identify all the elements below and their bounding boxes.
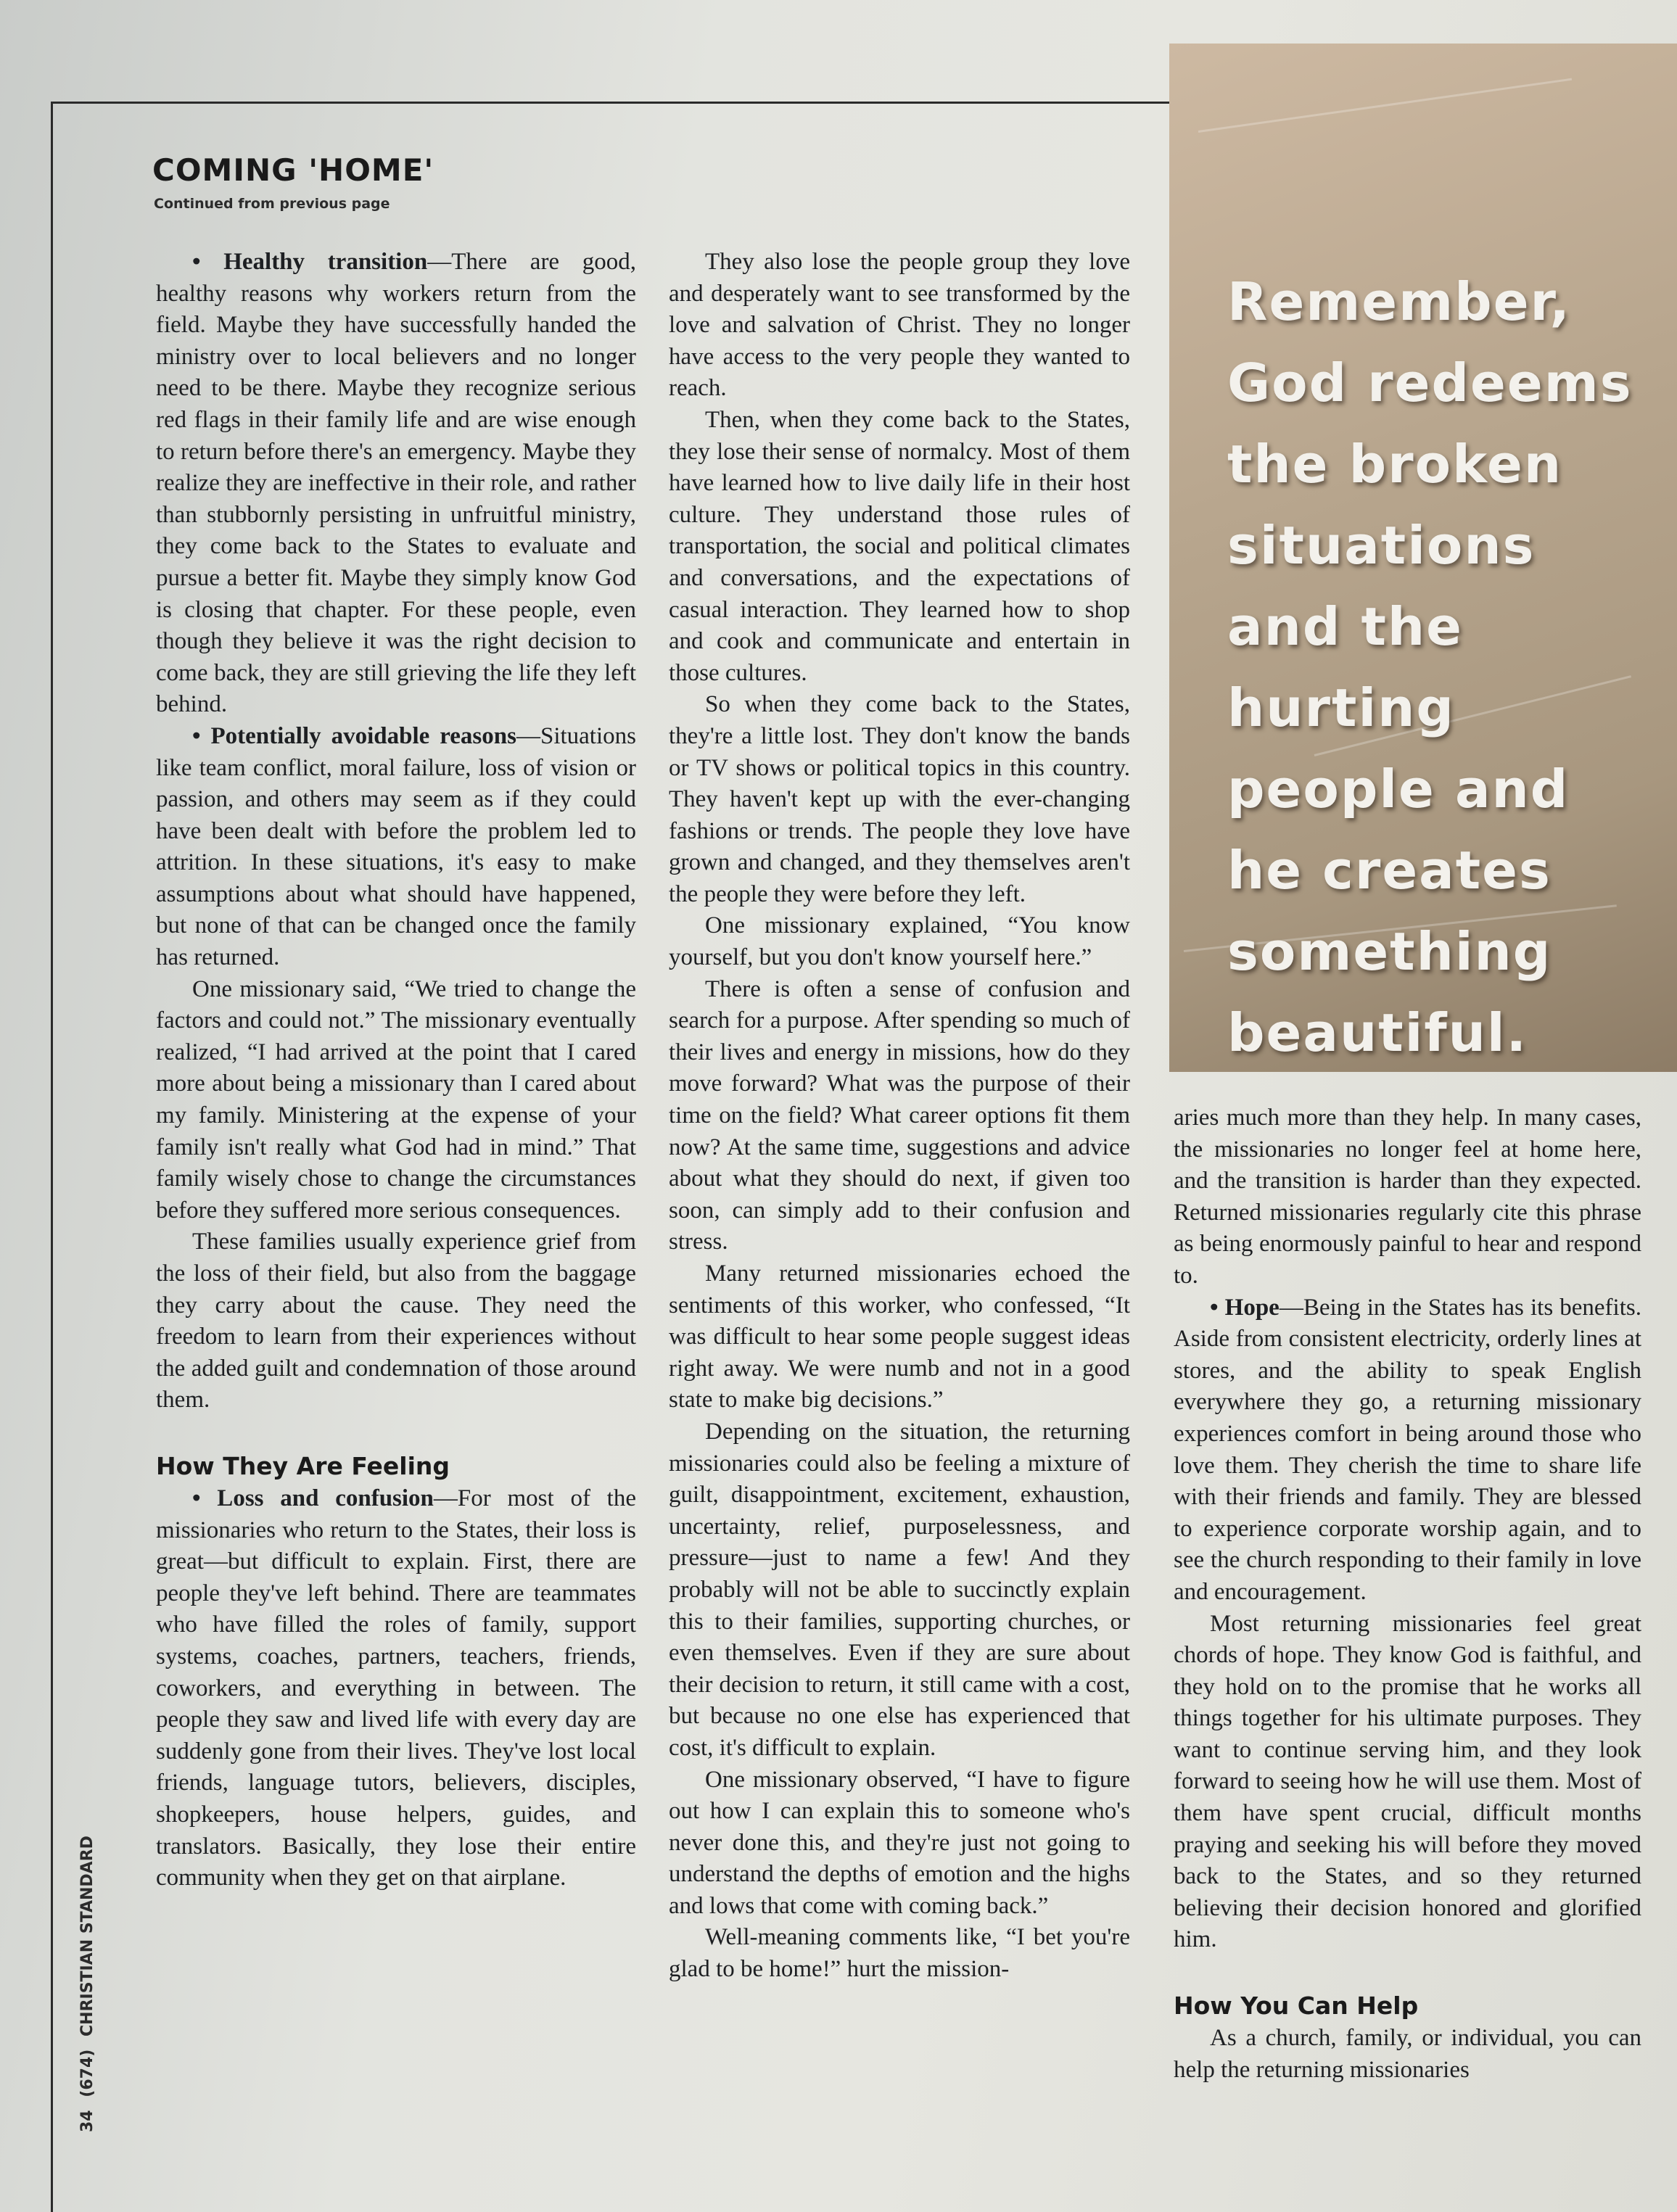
paragraph: These families usually experience grief from the loss of their field, but also from the baggage they carry about the cause. They need the freedom to learn from their experiences without the added guilt and condemnation of those around them. bbox=[156, 1229, 636, 1414]
paragraph: Depending on the situation, the returning missionaries could also be feeling a mixture of guilt, disappointment, excitement, exhaustion, uncertainty, relief, purposelessness, and pressure—just to name a few! And they probably will not be able to succinctly explain this to their families, supporting churches, or even themselves. Even if they are sure about their decision to return, it still came with a cost, but because no one else has experienced that cost, it's difficult to explain. bbox=[669, 1418, 1130, 1761]
paragraph-text: —There are good, healthy reasons why workers return from the field. Maybe they have successfully handed the ministry over to local believers and no longer need to be there. Maybe they recognize serious red flags in their family life and are wise enough to return before there's an emergency. Maybe they realize they are ineffective in their role, and rather than stubbornly persisting in unfruitful ministry, they come back to the States to evaluate and pursue a better fit. Maybe they simply know God is closing that chapter. For these people, even though they believe it was the right decision to come back, they are still grieving the life they left behind. bbox=[156, 249, 636, 718]
page-ref: (674) bbox=[78, 2049, 96, 2097]
paragraph bbox=[1174, 1292, 1641, 1609]
paragraph: Well-meaning comments like, “I bet you're glad to be home!” hurt the mission- bbox=[669, 1924, 1130, 1983]
column-1 bbox=[156, 247, 636, 1894]
paragraph: aries much more than they help. In many cases, the missionaries no longer feel at home here, and the transition is harder than they expected. Returned missionaries regularly cite this phrase as being enormously painful to hear and respond to. bbox=[1174, 1105, 1641, 1289]
paragraph: One missionary explained, “You know yourself, but you don't know yourself here.” bbox=[669, 912, 1130, 971]
paragraph: One missionary said, “We tried to change the factors and could not.” The missionary eventually realized, “I had arrived at the point that I cared more about being a missionary than I cared about my family. Ministering at the expense of your family isn't really what God had in mind.” That family wisely chose to change the circumstances before they suffered more serious consequences. bbox=[156, 975, 636, 1223]
paragraph bbox=[156, 1483, 636, 1894]
article-title: COMING 'HOME' bbox=[152, 152, 434, 188]
bullet-heading: • Hope bbox=[1210, 1294, 1280, 1321]
frame-rule-top bbox=[51, 102, 1175, 104]
pull-quote-text: Remember, God redeems the broken situations and the hurting people and he creates something beautiful. bbox=[1227, 271, 1633, 1063]
paragraph: They also lose the people group they love and desperately want to see transformed by the love and salvation of Christ. They no longer have access to the very people they wanted to reach. bbox=[669, 249, 1130, 402]
section-heading: How You Can Help bbox=[1174, 1992, 1419, 2021]
paragraph bbox=[156, 247, 636, 721]
paragraph: As a church, family, or individual, you can help the returning missionaries bbox=[1174, 2025, 1641, 2083]
column-3 bbox=[1174, 1102, 1641, 2086]
paragraph: Then, when they come back to the States, they lose their sense of normalcy. Most of them have learned how to live daily life in their host culture. They understand those rules of transportation, the social and political climates and conversations, and the expectations of casual interaction. They learned how to shop and cook and communicate and entertain in those cultures. bbox=[669, 406, 1130, 686]
paragraph: Many returned missionaries echoed the sentiments of this worker, who confessed, “It was difficult to hear some people suggest ideas right away. We were numb and not in a good state to make big decisions.” bbox=[669, 1260, 1130, 1414]
page-footer bbox=[78, 1828, 96, 2132]
bullet-heading: • Healthy transition bbox=[192, 249, 428, 275]
paragraph-text: —For most of the missionaries who return to the States, their loss is great—but difficult to explain. First, there are people they've left behind. There are teammates who have filled the roles of family, support systems, coaches, partners, teachers, friends, coworkers, and everything in between. The people they saw and lived life with every day are suddenly gone from their lives. They've lost local friends, language tutors, believers, disciples, shopkeepers, house helpers, guides, and translators. Basically, they lose their entire community when they get on that airplane. bbox=[156, 1485, 636, 1891]
paragraph: One missionary observed, “I have to figure out how I can explain this to someone who's never done this, and they're just not going to understand the depths of emotion and the highs and lows that come with coming back.” bbox=[669, 1766, 1130, 1919]
section-heading: How They Are Feeling bbox=[156, 1451, 450, 1480]
paragraph-text: —Situations like team conflict, moral failure, loss of vision or passion, and others may seem as if they could have been dealt with before the problem led to attrition. In these situations, it's easy to make assumptions about what should have happened, but none of that can be changed once the family has returned. bbox=[156, 722, 636, 971]
paragraph: Most returning missionaries feel great chords of hope. They know God is faithful, and they hold on to the promise that he works all things together for his ultimate purposes. They want to continue serving him, and they look forward to seeing how he will use them. Most of them have spent crucial, difficult months praying and seeking his will before they moved back to the States, and so they returned believing their decision honored and glorified him. bbox=[1174, 1610, 1641, 1953]
paragraph: There is often a sense of confusion and search for a purpose. After spending so much of their lives and energy in missions, how do they move forward? What was the purpose of their time on the field? What career options fit them now? At the same time, suggestions and advice about what they should do next, if given too soon, can simply add to their confusion and stress. bbox=[669, 975, 1130, 1255]
frame-rule-left bbox=[51, 102, 53, 2212]
bullet-heading: • Loss and confusion bbox=[192, 1485, 434, 1511]
paragraph-text: —Being in the States has its benefits. Aside from consistent electricity, orderly lines at stores, and the ability to speak English everywhere they go, a returning missionary experiences comfort in being around those who love them. They cherish the time to share life with their friends and family. They are blessed to experience corporate worship again, and to see the church responding to their family in love and encouragement. bbox=[1174, 1294, 1641, 1605]
publication-name: CHRISTIAN STANDARD bbox=[78, 1836, 96, 2036]
pull-quote-box bbox=[1169, 44, 1677, 1072]
bullet-heading: • Potentially avoidable reasons bbox=[192, 722, 516, 749]
paragraph: So when they come back to the States, they're a little lost. They don't know the bands or TV shows or political topics in this country. They haven't kept up with the ever-changing fashions or trends. The people they love have grown and changed, and they themselves aren't the people they were before they left. bbox=[669, 691, 1130, 907]
column-2 bbox=[669, 247, 1130, 1986]
continued-note: Continued from previous page bbox=[154, 196, 390, 212]
page-number: 34 bbox=[78, 2110, 96, 2132]
paragraph bbox=[156, 721, 636, 974]
